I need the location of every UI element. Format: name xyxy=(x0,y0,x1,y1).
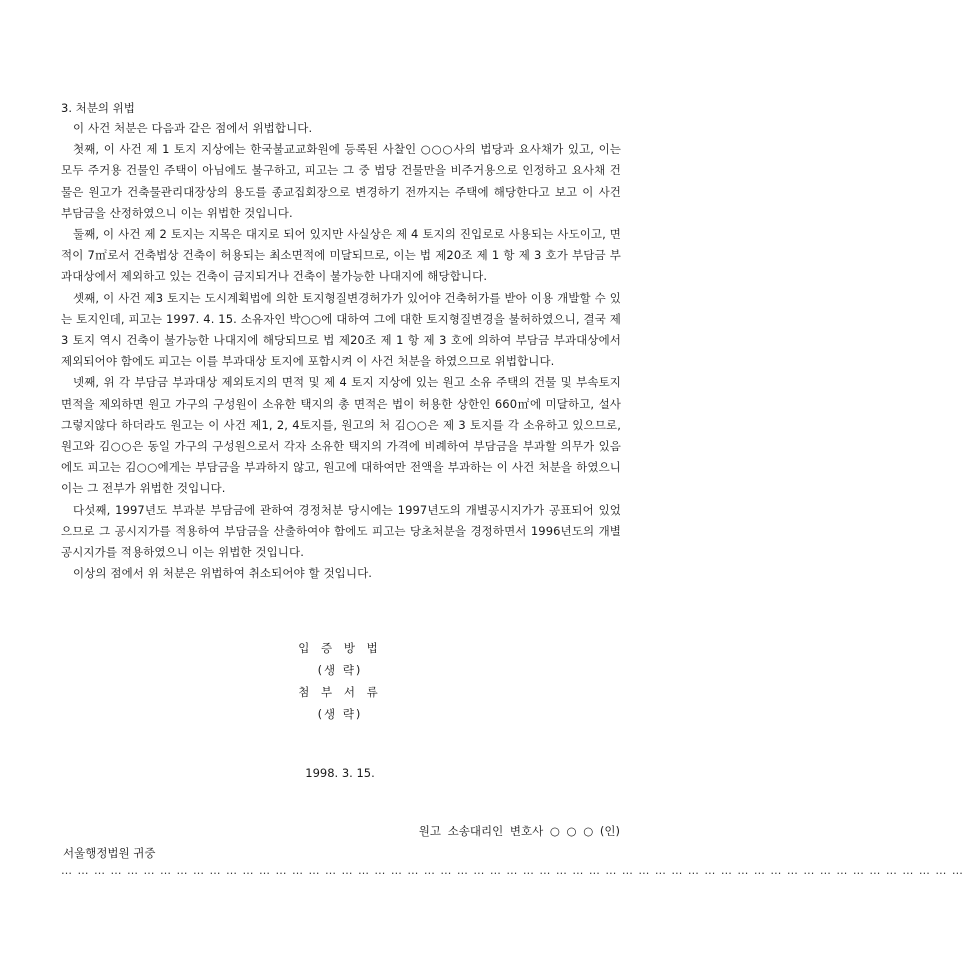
paragraph-intro: 이 사건 처분은 다음과 같은 점에서 위법합니다. xyxy=(73,121,313,135)
signature-line: 원고 소송대리인 변호사 ○ ○ ○ (인) xyxy=(418,824,620,838)
dotted-divider: … … … … … … … … … … … … … … … … … … … … … … … … … … … … … … … … … … … … … … … … … … … … … … … … … … … … … … … xyxy=(61,864,964,877)
document-date: 1998. 3. 15. xyxy=(305,766,375,780)
paragraph-fifth: 다섯째, 1997년도 부과분 부담금에 관하여 경정처분 당시에는 1997년도의 개별공시지가가 공표되어 있었으므로 그 공시지가를 적용하여 부담금을 산출하여야 함에도 피고는 당초처분을 경정하면서 1996년도의 개별공시지가를 적용하였으니 이는 위법한 것입니다. xyxy=(61,502,621,560)
paragraph-first: 첫째, 이 사건 제 1 토지 지상에는 한국불교교화원에 등록된 사찰인 ○○○사의 법당과 요사채가 있고, 이는 모두 주거용 건물인 주택이 아님에도 불구하고, 피고는 그 중 법당 건물만을 비주거용으로 인정하고 요사채 건물은 원고가 건축물관리대장상의 용도를 종교집회장으로 변경하기 전까지는 주택에 해당한다고 보고 이 사건 부담금을 산정하였으니 이는 위법한 것입니다. xyxy=(61,142,621,220)
document-body xyxy=(61,118,621,584)
court-addressee: 서울행정법원 귀중 xyxy=(63,846,156,860)
evidence-title: 입 증 방 법 xyxy=(298,641,382,655)
attachments-omitted-note: (생 략) xyxy=(317,707,363,721)
evidence-omitted-note: (생 략) xyxy=(317,663,363,677)
section-heading: 3. 처분의 위법 xyxy=(61,101,135,115)
paragraph-third: 셋째, 이 사건 제3 토지는 도시계획법에 의한 토지형질변경허가가 있어야 건축허가를 받아 이용 개발할 수 있는 토지인데, 피고는 1997. 4. 15. 소유자인 박○○에 대하여 그에 대한 토지형질변경을 불허하였으니, 결국 제 3 토지 역시 건축이 불가능한 나대지에 해당되므로 법 제20조 제 1 항 제 3 호에 의하여 부담금 부과대상에서 제외되어야 함에도 피고는 이를 부과대상 토지에 포함시켜 이 사건 처분을 하였으므로 위법합니다. xyxy=(61,290,621,369)
paragraph-second: 둘째, 이 사건 제 2 토지는 지목은 대지로 되어 있지만 사실상은 제 4 토지의 진입로로 사용되는 사도이고, 면적이 7㎡로서 건축법상 건축이 허용되는 최소면적에 미달되므로, 이는 법 제20조 제 1 항 제 3 호가 부담금 부과대상에서 제외하고 있는 건축이 금지되거나 건축이 불가능한 나대지에 해당합니다. xyxy=(61,227,621,284)
attachments-title: 첨 부 서 류 xyxy=(298,685,382,699)
paragraph-conclusion: 이상의 점에서 위 처분은 위법하여 취소되어야 할 것입니다. xyxy=(73,566,373,581)
paragraph-fourth: 넷째, 위 각 부담금 부과대상 제외토지의 면적 및 제 4 토지 지상에 있는 원고 소유 주택의 건물 및 부속토지 면적을 제외하면 원고 가구의 구성원이 소유한 택지의 총 면적은 법이 허용한 상한인 660㎡에 미달하고, 설사 그렇지않다 하더라도 원고는 이 사건 제1, 2, 4토지를, 원고의 처 김○○은 제 3 토지를 각 소유하고 있으므로, 원고와 김○○은 동일 가구의 구성원으로서 각자 소유한 택지의 가격에 비례하여 부담금을 부과할 의무가 있음에도 피고는 김○○에게는 부담금을 부과하지 않고, 원고에 대하여만 전액을 부과하는 이 사건 처분을 하였으니 이는 그 전부가 위법한 것입니다. xyxy=(61,375,621,496)
